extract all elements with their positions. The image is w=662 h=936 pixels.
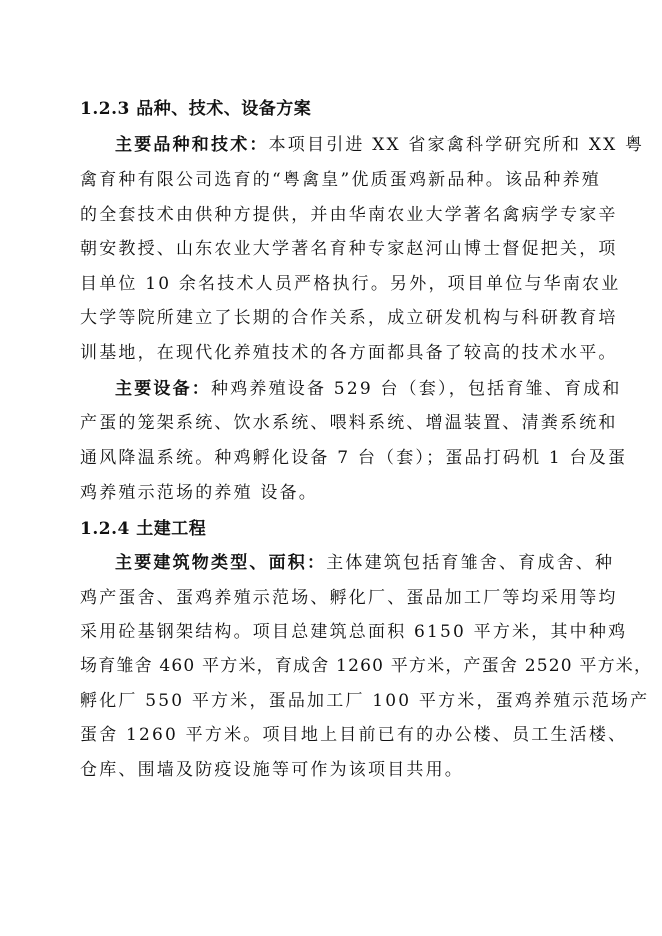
paragraph-text: 主体建筑包括育雏舍、育成舍、种 bbox=[326, 553, 615, 573]
paragraph-line: 仓库、围墙及防疫设施等可作为该项目共用。 bbox=[80, 760, 464, 780]
paragraph-line: 场育雏舍 460 平方米，育成舍 1260 平方米，产蛋舍 2520 平方米， bbox=[80, 656, 653, 676]
paragraph-line bbox=[115, 548, 614, 573]
paragraph-label: 主要建筑物类型、面积： bbox=[115, 553, 327, 573]
paragraph-line bbox=[115, 374, 622, 399]
paragraph-line: 鸡产蛋舍、蛋鸡养殖示范场、孵化厂、蛋品加工厂等均采用等均 bbox=[80, 588, 618, 608]
paragraph-line: 产蛋的笼架系统、饮水系统、喂料系统、增温装置、清粪系统和 bbox=[80, 413, 618, 433]
paragraph-line: 朝安教授、山东农业大学著名育种专家赵河山博士督促把关，项 bbox=[80, 239, 618, 259]
paragraph-line bbox=[115, 130, 644, 155]
paragraph-text: 本项目引进 XX 省家禽科学研究所和 XX 粤 bbox=[268, 135, 645, 155]
paragraph-line: 训基地，在现代化养殖技术的各方面都具备了较高的技术水平。 bbox=[80, 343, 618, 363]
paragraph-line: 大学等院所建立了长期的合作关系，成立研发机构与科研教育培 bbox=[80, 308, 618, 328]
paragraph-line: 采用砼基钢架结构。项目总建筑总面积 6150 平方米，其中种鸡 bbox=[80, 622, 628, 642]
paragraph-label: 主要品种和技术： bbox=[115, 135, 269, 155]
paragraph-line: 蛋舍 1260 平方米。项目地上目前已有的办公楼、员工生活楼、 bbox=[80, 725, 628, 745]
paragraph-line: 通风降温系统。种鸡孵化设备 7 台（套）；蛋品打码机 1 台及蛋 bbox=[80, 448, 628, 468]
paragraph-line: 目单位 10 余名技术人员严格执行。另外，项目单位与华南农业 bbox=[80, 274, 621, 294]
paragraph-text: 种鸡养殖设备 529 台（套），包括育雏、育成和 bbox=[211, 379, 622, 399]
paragraph-label: 主要设备： bbox=[115, 379, 211, 399]
paragraph-line: 的全套技术由供种方提供，并由华南农业大学著名禽病学专家辛 bbox=[80, 205, 618, 225]
paragraph-line: 孵化厂 550 平方米，蛋品加工厂 100 平方米，蛋鸡养殖示范场产 bbox=[80, 691, 650, 711]
paragraph-line: 禽育种有限公司选育的“粤禽皇”优质蛋鸡新品种。该品种养殖 bbox=[80, 170, 601, 190]
section-heading-1-2-4: 1.2.4 土建工程 bbox=[80, 519, 207, 539]
section-heading-1-2-3: 1.2.3 品种、技术、设备方案 bbox=[80, 99, 312, 119]
paragraph-line: 鸡养殖示范场的养殖 设备。 bbox=[80, 483, 319, 503]
